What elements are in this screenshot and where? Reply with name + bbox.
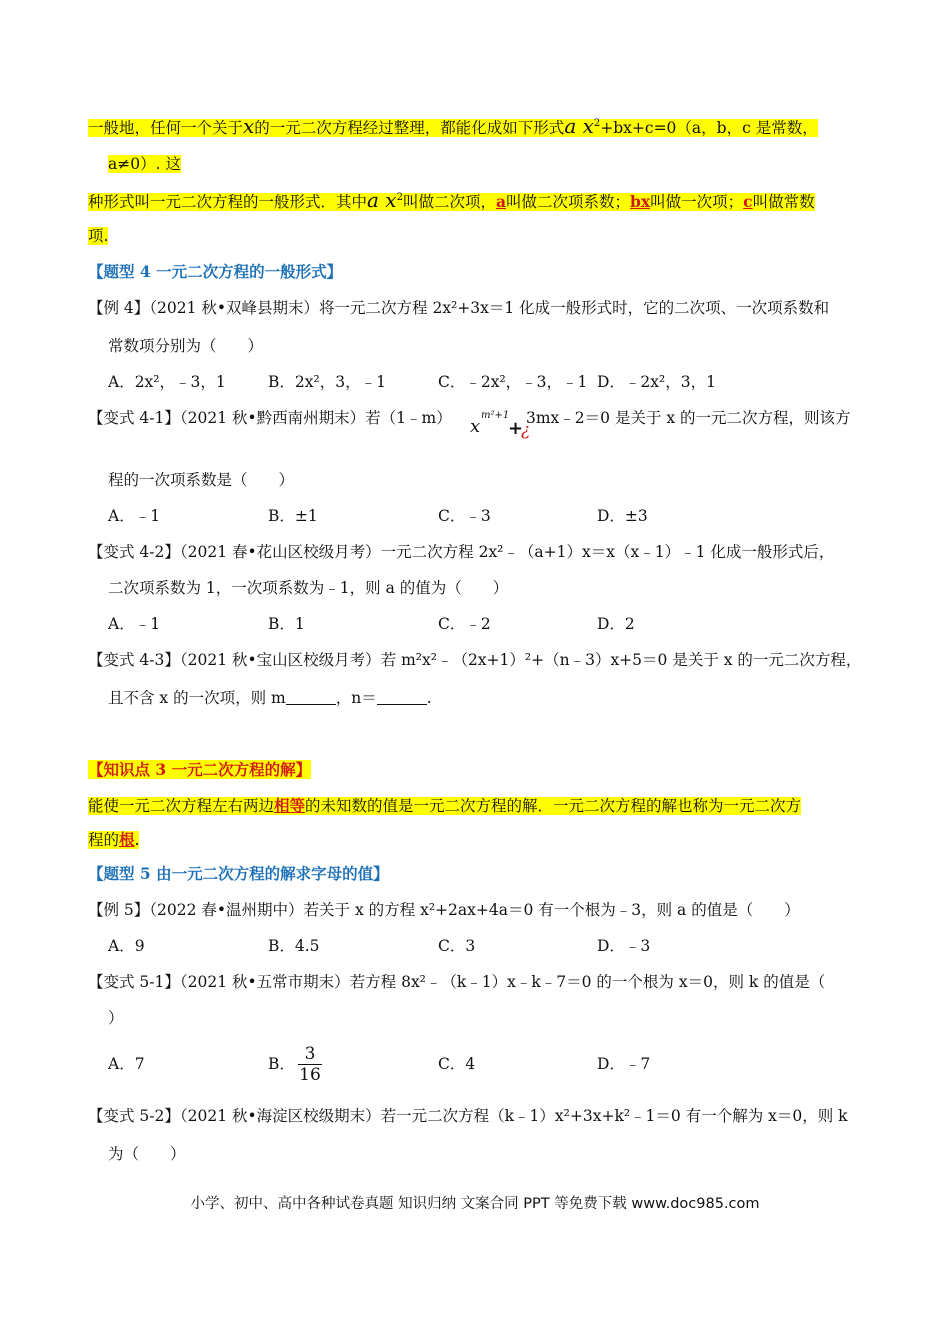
knowledge3-line-2: [88, 828, 139, 852]
glitch-character: ¿: [521, 420, 531, 440]
example5-option-a[interactable]: A．9: [108, 937, 145, 955]
fraction-3-16: [298, 1044, 322, 1085]
keyword-equal: 相等: [274, 796, 306, 815]
example4-question-cont: 常数项分别为（ ）: [108, 337, 264, 355]
variant42-option-b[interactable]: B．1: [268, 615, 305, 633]
variant41-option-a[interactable]: A．﹣1: [108, 507, 161, 525]
knowledge-text: 程的: [88, 831, 120, 849]
exponent-m2plus1: m²+1: [481, 410, 510, 421]
keyword-bx: bx: [630, 192, 651, 211]
example5-option-d[interactable]: D．﹣3: [597, 937, 651, 955]
question-text: ，n＝: [335, 689, 377, 707]
variant41-question: [88, 406, 452, 430]
definition-text: +bx+c=0（a，b，c 是常数，: [600, 119, 818, 137]
variant51-question-cont: ）: [108, 1009, 124, 1027]
definition-line-2: [108, 152, 181, 176]
variant42-question: 【变式 4-2】（2021 春•花山区校级月考）一元二次方程 2x²﹣（a+1）x＝x（x﹣1）﹣1 化成一般形式后，: [88, 543, 835, 561]
variant51-option-c[interactable]: C．4: [438, 1055, 476, 1073]
question-text: .: [426, 689, 432, 707]
formula-ax: a x: [564, 114, 594, 138]
example4-option-c[interactable]: C．﹣2x²，﹣3，﹣1: [438, 373, 588, 391]
type5-heading: 【题型 5 由一元二次方程的解求字母的值】: [88, 864, 389, 883]
definition-text: 的一元二次方程经过整理，都能化成如下形式: [254, 119, 565, 137]
variant51-option-d[interactable]: D．﹣7: [597, 1055, 651, 1073]
variant42-option-a[interactable]: A．﹣1: [108, 615, 161, 633]
definition-line-1: [88, 114, 818, 140]
variant41-option-d[interactable]: D．±3: [597, 507, 648, 525]
fraction-denominator: 16: [299, 1065, 321, 1085]
variant41-question-rest: 3mx﹣2＝0 是关于 x 的一元二次方程，则该方: [526, 409, 851, 427]
question-text: 【变式 4-1】（2021 秋•黔西南州期末）若（1﹣m）: [88, 409, 452, 427]
exponent: 2: [396, 192, 403, 203]
knowledge-text: 能使一元二次方程左右两边: [88, 797, 275, 815]
variant41-option-c[interactable]: C．﹣3: [438, 507, 491, 525]
exponent: 2: [593, 118, 601, 129]
variant43-question-cont: [108, 686, 432, 710]
variant52-question: 【变式 5-2】（2021 秋•海淀区校级期末）若一元二次方程（k﹣1）x²+3x+k²﹣1＝0 有一个解为 x＝0，则 k: [88, 1107, 848, 1125]
example5-question: 【例 5】（2022 春•温州期中）若关于 x 的方程 x²+2ax+4a＝0 有一个根为﹣3，则 a 的值是（ ）: [88, 901, 800, 919]
answer-blank-n[interactable]: [377, 690, 427, 705]
type4-heading: 【题型 4 一元二次方程的一般形式】: [88, 262, 343, 281]
variant42-option-d[interactable]: D．2: [597, 615, 635, 633]
definition-line-4: [88, 224, 108, 248]
example4-option-b[interactable]: B．2x²，3，﹣1: [268, 373, 386, 391]
keyword-a: a: [495, 192, 507, 211]
variant51-question: 【变式 5-1】（2021 秋•五常市期末）若方程 8x²﹣（k﹣1）x﹣k﹣7＝0 的一个根为 x＝0，则 k 的值是（: [88, 973, 826, 991]
definition-text: 叫做二次项系数；: [506, 193, 631, 211]
variant41-question-cont: 程的一次项系数是（ ）: [108, 471, 295, 489]
keyword-c: c: [743, 192, 753, 211]
knowledge3-heading-text: 【知识点 3 一元二次方程的解】: [88, 760, 312, 779]
variant42-question-cont: 二次项系数为 1，一次项系数为﹣1，则 a 的值为（ ）: [108, 579, 509, 597]
example4-question: 【例 4】（2021 秋•双峰县期末）将一元二次方程 2x²+3x＝1 化成一般形式时，它的二次项、一次项系数和: [88, 299, 830, 317]
definition-text: 种形式叫一元二次方程的一般形式．其中: [88, 193, 368, 211]
variant42-option-c[interactable]: C．﹣2: [438, 615, 491, 633]
fraction-numerator: 3: [298, 1044, 322, 1065]
page-footer: 小学、初中、高中各种试卷真题 知识归纳 文案合同 PPT 等免费下载 www.doc985.com: [190, 1196, 760, 1212]
formula-ax: a x: [367, 188, 397, 212]
knowledge-text: 的未知数的值是一元二次方程的解．一元二次方程的解也称为一元二次方: [305, 797, 802, 815]
answer-blank-m[interactable]: [286, 690, 336, 705]
definition-line-3: [88, 188, 815, 214]
variant43-question: 【变式 4-3】（2021 秋•宝山区校级月考）若 m²x²﹣（2x+1）²+（n﹣3）x+5＝0 是关于 x 的一元二次方程，: [88, 651, 862, 669]
keyword-root: 根: [119, 830, 135, 849]
variant51-option-a[interactable]: A．7: [108, 1055, 145, 1073]
variant51-option-b[interactable]: B．: [268, 1055, 295, 1073]
example4-option-a[interactable]: A．2x²，﹣3，1: [108, 373, 226, 391]
variable-x: x: [243, 114, 255, 138]
question-text: 且不含 x 的一次项，则 m: [108, 689, 286, 707]
example4-option-d[interactable]: D．﹣2x²，3，1: [597, 373, 716, 391]
definition-text: 叫做一次项；: [650, 193, 744, 211]
definition-text: 叫做常数: [752, 193, 815, 211]
definition-text: 叫做二次项，: [402, 193, 496, 211]
definition-text: 项.: [88, 227, 109, 245]
knowledge3-heading: [88, 758, 311, 782]
exponent-base-x: x: [470, 416, 481, 437]
knowledge-text: .: [134, 831, 140, 849]
variant41-option-b[interactable]: B．±1: [268, 507, 318, 525]
example5-option-c[interactable]: C．3: [438, 937, 476, 955]
example5-option-b[interactable]: B．4.5: [268, 937, 320, 955]
plus-sign: +: [508, 418, 524, 439]
definition-text: a≠0）. 这: [108, 155, 181, 173]
definition-text: 一般地，任何一个关于: [88, 119, 244, 137]
knowledge3-line-1: [88, 794, 801, 818]
variant52-question-cont: 为（ ）: [108, 1145, 186, 1163]
